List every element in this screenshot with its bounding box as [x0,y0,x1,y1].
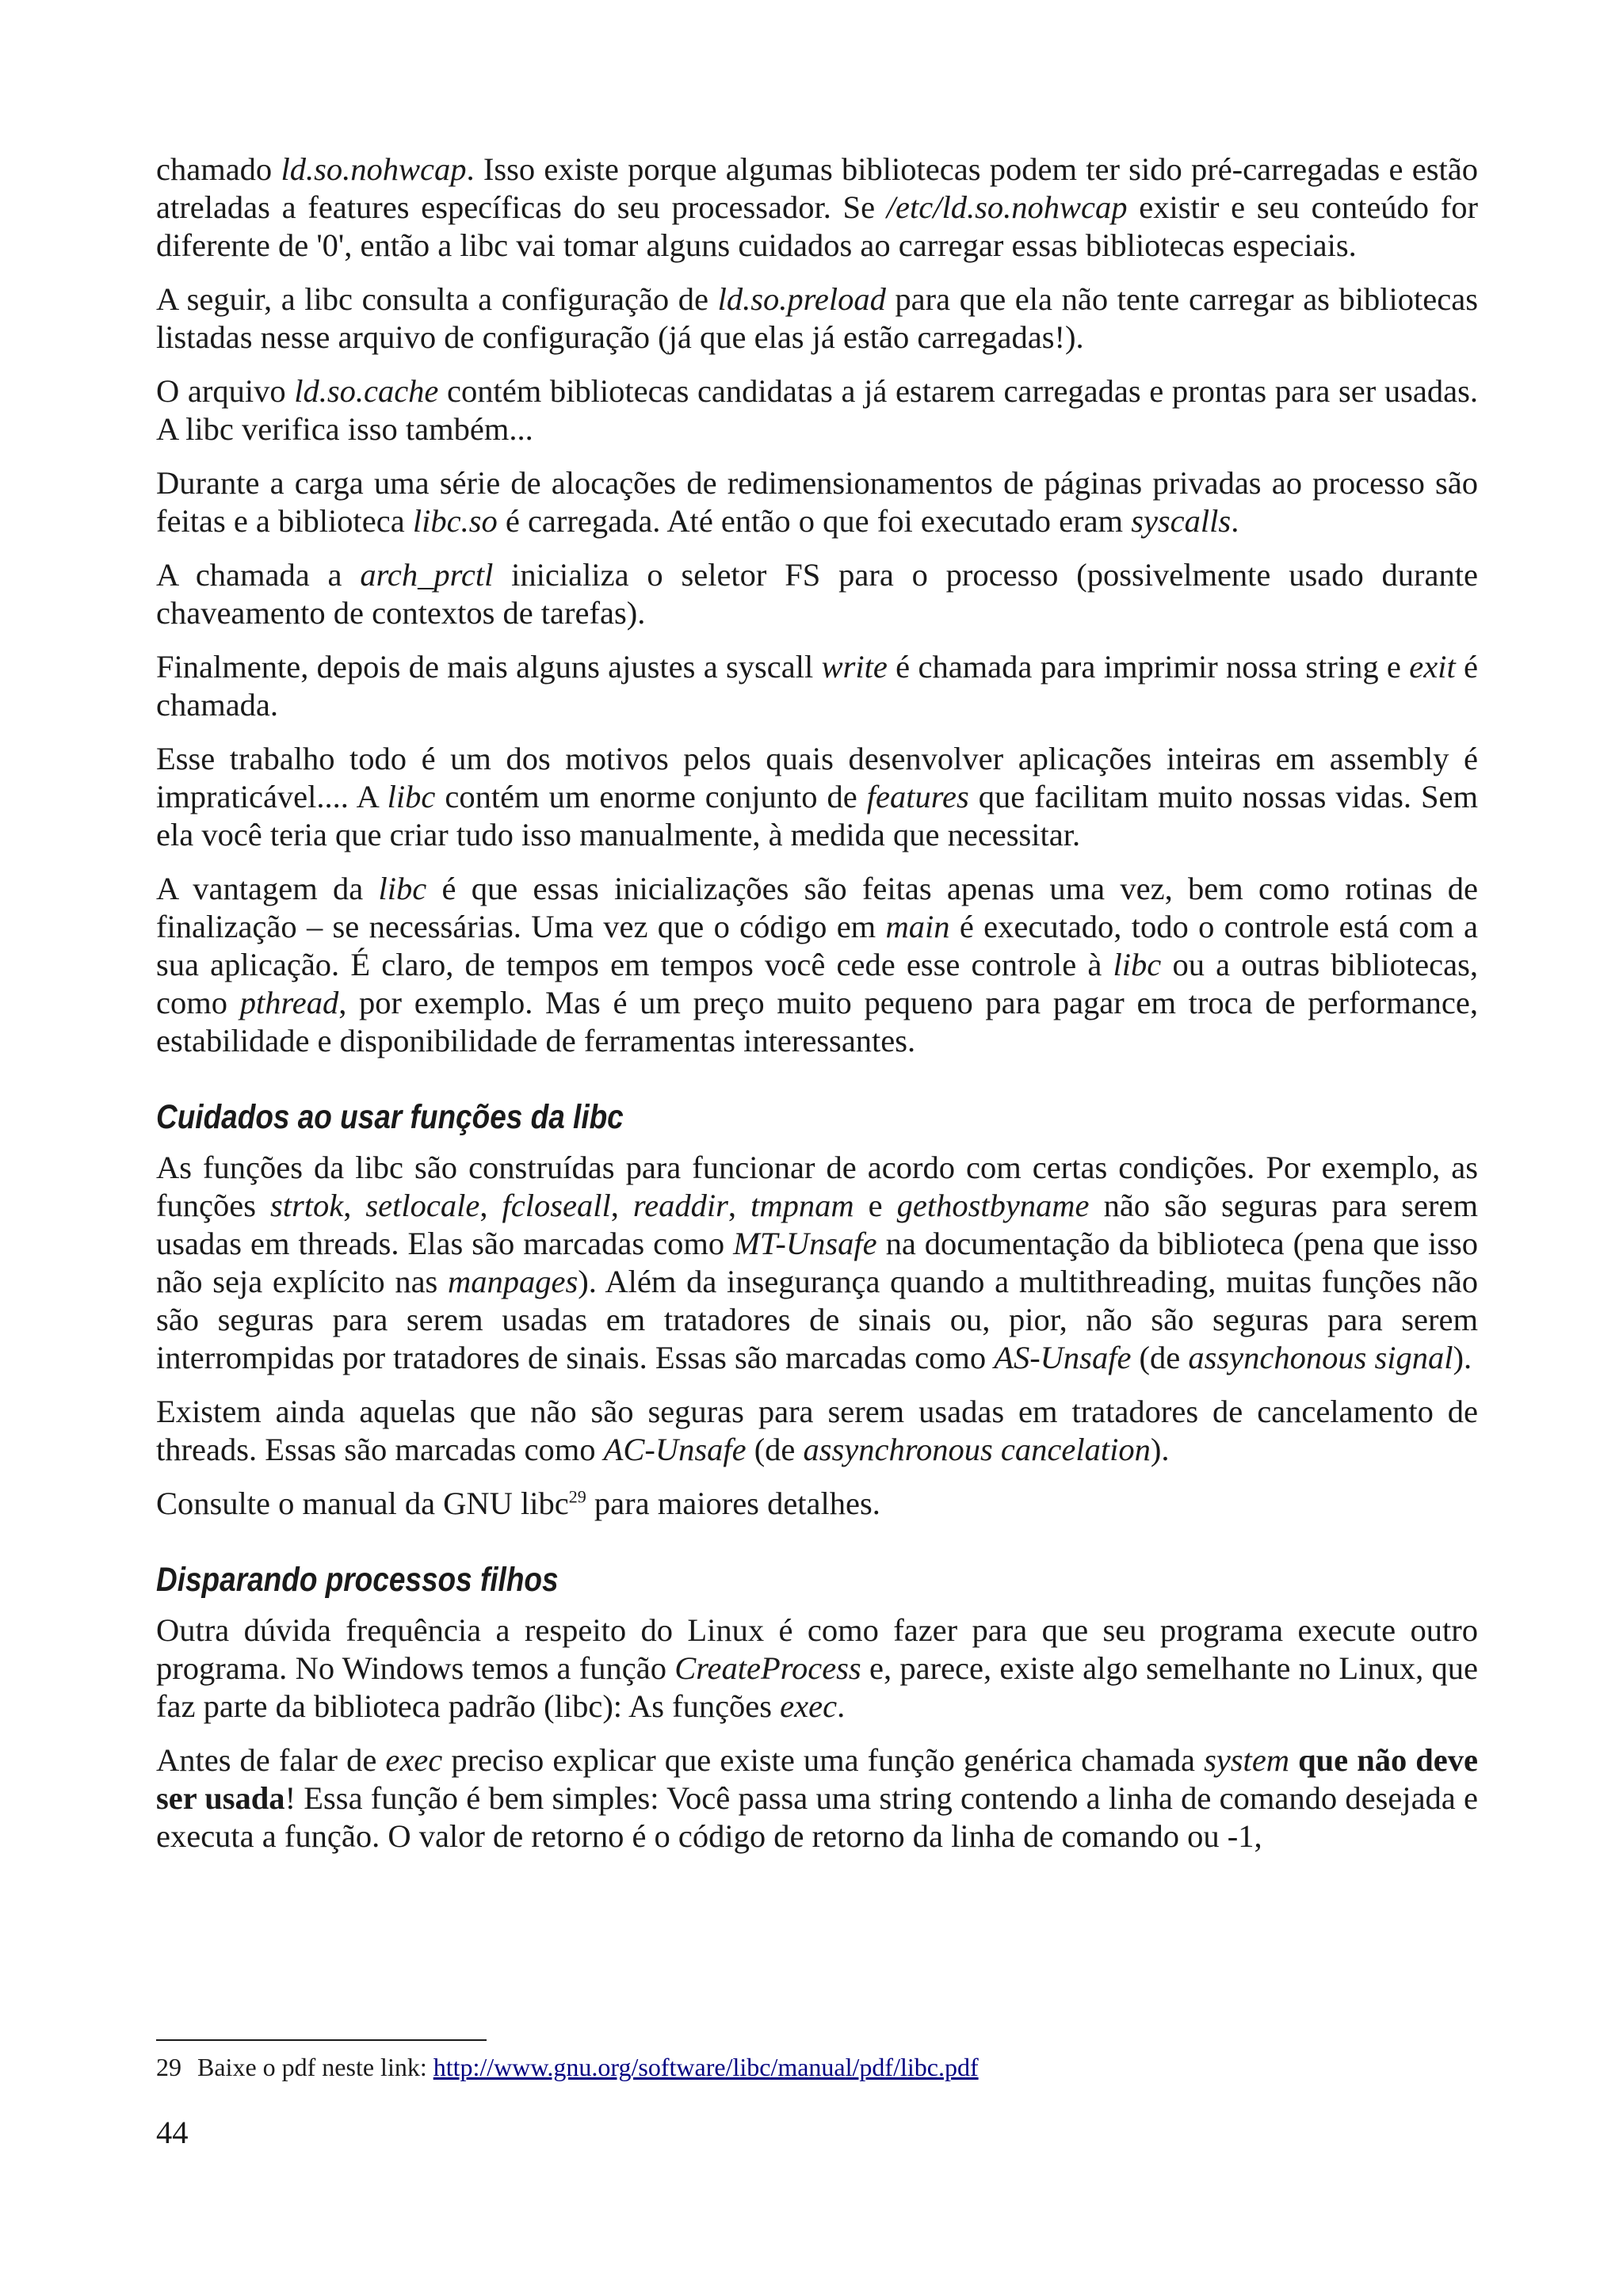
italic-term: assynchonous signal [1188,1340,1453,1375]
italic-term: AS-Unsafe [994,1340,1132,1375]
italic-term: system [1204,1742,1290,1778]
bold-emphasis: que não deve ser usada [156,1742,1478,1816]
italic-term: arch_prctl [360,557,494,593]
italic-term: exec [780,1688,838,1724]
body-paragraph: A chamada a arch_prctl inicializa o seletor FS para o processo (possivelmente usado durante chaveamento de contextos de tarefas). [156,557,1478,631]
italic-term: ld.so.preload [717,281,886,317]
body-paragraph: Esse trabalho todo é um dos motivos pelos quais desenvolver aplicações inteiras em assembly é impraticável.... A libc contém um enorme conjunto de features que facilitam muito nossas vidas. Sem ela você teria que criar tudo isso manualmente, à medida que necessitar. [156,741,1478,852]
italic-term: libc [387,779,436,814]
italic-term: /etc/ld.so.nohwcap [886,189,1128,225]
italic-term: manpages [448,1264,579,1299]
italic-term: AC-Unsafe [603,1432,747,1467]
section-heading-child-processes: Disparando processos filhos [156,1561,559,1599]
italic-term: ld.so.cache [294,373,439,409]
body-paragraph: Durante a carga uma série de alocações de redimensionamentos de páginas privadas ao processo são feitas e a biblioteca libc.so é carregada. Até então o que foi executado eram syscalls. [156,465,1478,539]
body-paragraph: As funções da libc são construídas para funcionar de acordo com certas condições. Por exemplo, as funções strtok, setlocale, fcloseall, readdir, tmpnam e gethostbyname não são seguras para serem usadas em threads. Elas são marcadas como MT-Unsafe na documentação da biblioteca (pena que isso não seja explícito nas manpages). Além da insegurança quando a multithreading, muitas funções não são seguras para serem usadas em tratadores de sinais ou, pior, não são seguras para serem interrompidas por tratadores de sinais. Essas são marcadas como AS-Unsafe (de assynchonous signal). [156,1150,1479,1375]
footnote-separator [156,2039,487,2041]
body-paragraph: A seguir, a libc consulta a configuração de ld.so.preload para que ela não tente carregar as bibliotecas listadas nesse arquivo de configuração (já que elas já estão carregadas!). [156,281,1478,355]
body-paragraph: O arquivo ld.so.cache contém bibliotecas candidatas a já estarem carregadas e prontas para ser usadas. A libc verifica isso também... [156,373,1478,447]
paragraph-group-child-processes [156,1611,1478,1855]
body-paragraph: Consulte o manual da GNU libc$^{29}$ para maiores detalhes. [156,1486,880,1521]
italic-term: setlocale [365,1188,480,1223]
italic-term: tmpnam [750,1188,854,1223]
paragraph-group-intro [156,151,1478,1060]
italic-term: syscalls [1131,503,1232,539]
italic-term: libc [1113,947,1162,982]
italic-term: exec [385,1742,443,1778]
italic-term: CreateProcess [674,1650,861,1686]
footnote-reference[interactable]: 29 [568,1486,586,1507]
italic-term: fcloseall [502,1188,611,1223]
italic-term: MT-Unsafe [733,1226,877,1261]
italic-term: pthread [239,985,339,1020]
footnote-text: Baixe o pdf neste link: [197,2053,433,2081]
body-paragraph: Antes de falar de exec preciso explicar que existe uma função genérica chamada system que não deve ser usada! Essa função é bem simples: Você passa uma string contendo a linha de comando desejada e executa a função. O valor de retorno é o código de retorno da linha de comando ou -1, [156,1742,1479,1854]
italic-term: strtok [269,1188,344,1223]
body-paragraph: Existem ainda aquelas que não são seguras para serem usadas em tratadores de cancelamento de threads. Essas são marcadas como AC-Unsafe (de assynchronous cancelation). [156,1394,1478,1467]
footnote [156,2050,979,2084]
page-number: 44 [156,2115,189,2150]
italic-term: main [885,909,950,944]
footnote-link[interactable]: http://www.gnu.org/software/libc/manual/pdf/libc.pdf [433,2053,979,2081]
italic-term: libc.so [412,503,498,539]
italic-term: ld.so.nohwcap [281,151,467,187]
body-paragraph: chamado ld.so.nohwcap. Isso existe porque algumas bibliotecas podem ter sido pré-carregadas e estão atreladas a features específicas do seu processador. Se /etc/ld.so.nohwcap existir e seu conteúdo for diferente de '0', então a libc vai tomar alguns cuidados ao carregar essas bibliotecas especiais. [156,151,1478,263]
body-paragraph: A vantagem da libc é que essas inicializações são feitas apenas uma vez, bem como rotinas de finalização – se necessárias. Uma vez que o código em main é executado, todo o controle está com a sua aplicação. É claro, de tempos em tempos você cede esse controle à libc ou a outras bibliotecas, como pthread, por exemplo. Mas é um preço muito pequeno para pagar em troca de performance, estabilidade e disponibilidade de ferramentas interessantes. [156,871,1479,1058]
paragraph-group-libc-cautions [156,1149,1478,1523]
italic-term: libc [378,871,427,906]
italic-term: assynchronous cancelation [803,1432,1151,1467]
body-paragraph: Finalmente, depois de mais alguns ajustes a syscall write é chamada para imprimir nossa string e exit é chamada. [156,649,1479,723]
italic-term: exit [1409,649,1456,685]
body-paragraph: Outra dúvida frequência a respeito do Linux é como fazer para que seu programa execute outro programa. No Windows temos a função CreateProcess e, parece, existe algo semelhante no Linux, que faz parte da biblioteca padrão (libc): As funções exec. [156,1612,1478,1724]
italic-term: readdir [632,1188,728,1223]
italic-term: write [821,649,888,685]
footnote-number: 29 [156,2053,181,2081]
italic-term: features [866,779,969,814]
section-heading-libc-cautions: Cuidados ao usar funções da libc [156,1098,624,1136]
page-content [156,151,1478,1871]
italic-term: gethostbyname [896,1188,1090,1223]
